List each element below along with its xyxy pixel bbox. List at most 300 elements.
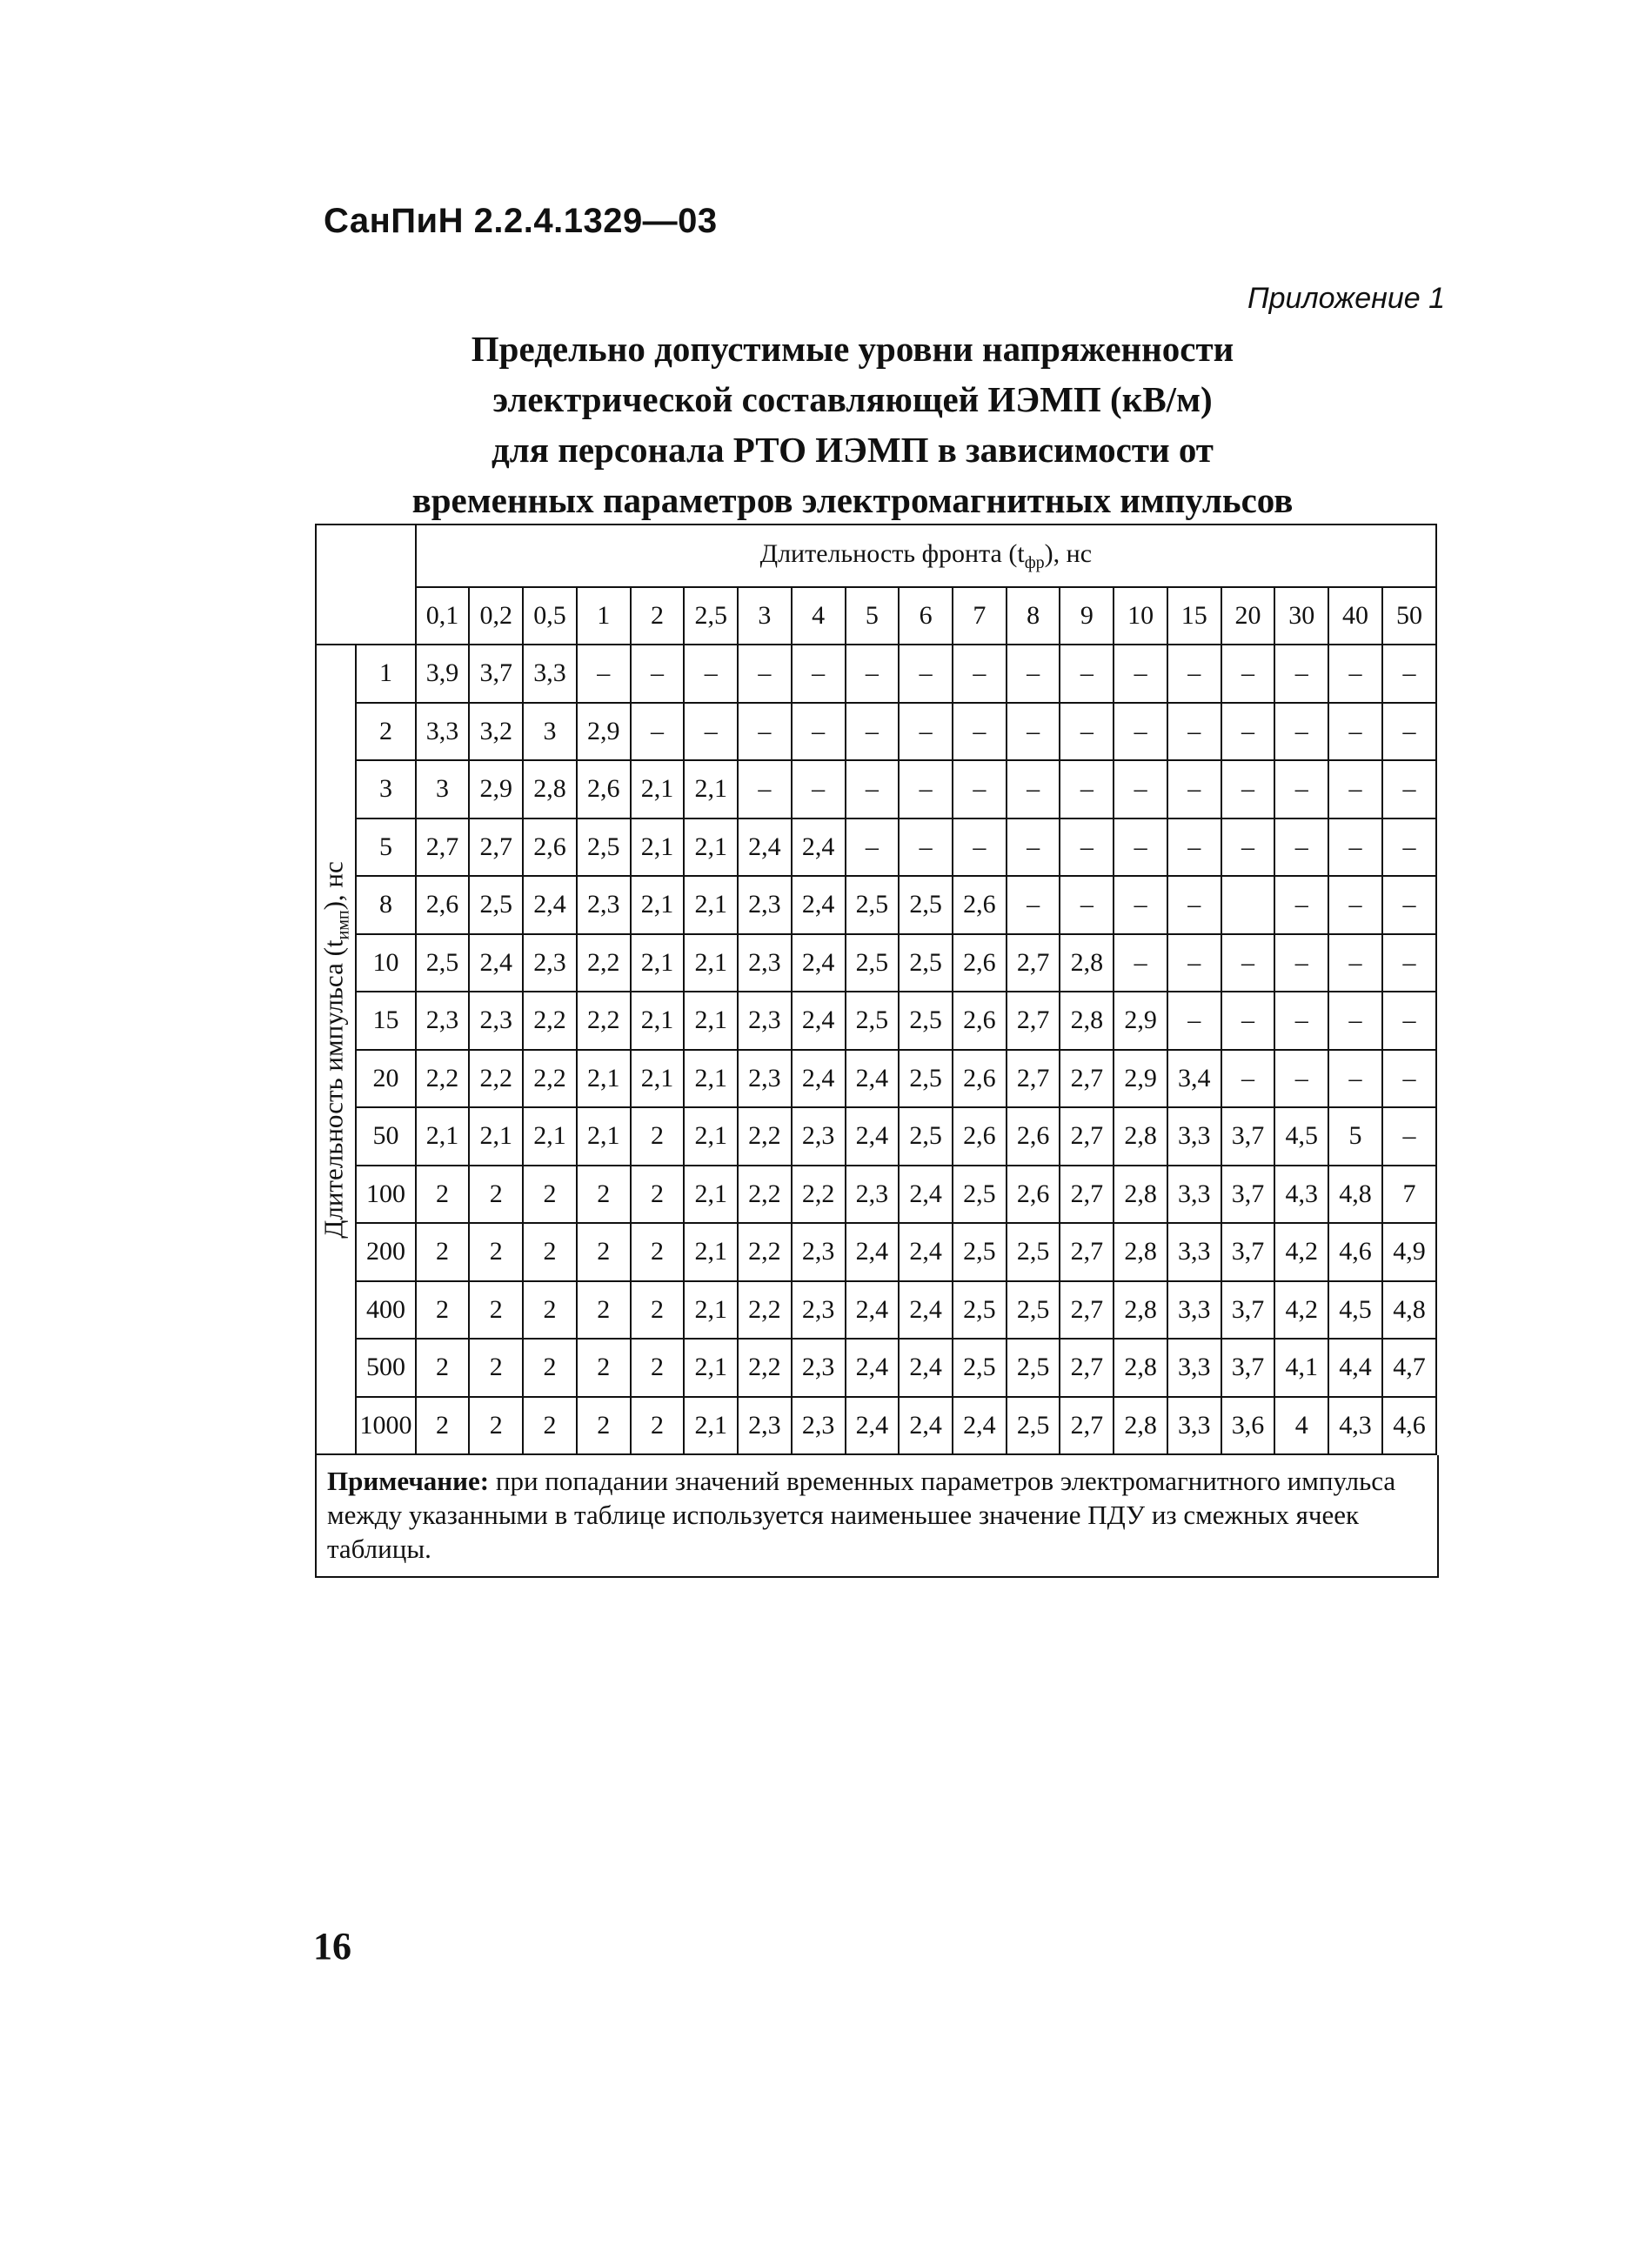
column-group-unit: ), нс xyxy=(1044,538,1093,568)
table-cell: 3,3 xyxy=(1167,1166,1221,1224)
table-cell: 2,8 xyxy=(1114,1281,1167,1340)
table-cell: 4,1 xyxy=(1274,1339,1328,1397)
column-header-cell: 9 xyxy=(1060,587,1114,645)
table-cell: – xyxy=(1114,703,1167,761)
table-cell: – xyxy=(1328,645,1382,703)
row-label-cell: 100 xyxy=(356,1166,415,1224)
table-cell: 2,4 xyxy=(846,1223,900,1281)
table-cell: 2,1 xyxy=(684,1107,738,1166)
table-cell: 5 xyxy=(1328,1107,1382,1166)
column-header-cell: 15 xyxy=(1167,587,1221,645)
table-cell: 4 xyxy=(1274,1397,1328,1455)
table-cell: 2,3 xyxy=(738,1397,792,1455)
table-cell: – xyxy=(1060,876,1114,934)
table-cell: 2,4 xyxy=(846,1050,900,1108)
row-label-cell: 10 xyxy=(356,934,415,992)
table-cell: 2 xyxy=(631,1223,685,1281)
table-cell: 2,1 xyxy=(631,818,685,877)
column-header-cell: 7 xyxy=(953,587,1007,645)
table-cell: – xyxy=(1328,1050,1382,1108)
table-cell: 4,9 xyxy=(1382,1223,1436,1281)
table-row xyxy=(316,703,1436,761)
table-cell: 4,3 xyxy=(1328,1397,1382,1455)
table-cell: – xyxy=(1007,703,1060,761)
table-cell: 2,8 xyxy=(1114,1339,1167,1397)
limits-table-wrapper xyxy=(315,524,1437,1578)
table-cell: 2 xyxy=(523,1166,577,1224)
table-cell: 2,2 xyxy=(577,992,631,1050)
table-cell: 4,6 xyxy=(1328,1223,1382,1281)
table-cell: – xyxy=(1221,760,1275,818)
table-cell: 2 xyxy=(631,1397,685,1455)
table-cell: 2,3 xyxy=(577,876,631,934)
table-cell: – xyxy=(953,818,1007,877)
table-cell: – xyxy=(738,703,792,761)
table-body xyxy=(316,525,1436,1454)
table-cell: 2,4 xyxy=(792,818,846,877)
table-cell: 2,2 xyxy=(738,1107,792,1166)
table-cell: 2,4 xyxy=(899,1281,953,1340)
table-cell: 2,6 xyxy=(577,760,631,818)
row-label-cell: 15 xyxy=(356,992,415,1050)
table-cell: – xyxy=(1382,934,1436,992)
table-row xyxy=(316,1281,1436,1340)
table-cell: – xyxy=(1114,760,1167,818)
table-cell: 2,2 xyxy=(523,992,577,1050)
table-cell: 4,4 xyxy=(1328,1339,1382,1397)
table-cell: 2,6 xyxy=(953,934,1007,992)
column-header-cell: 8 xyxy=(1007,587,1060,645)
table-cell: – xyxy=(1167,645,1221,703)
table-cell: 2,7 xyxy=(1007,1050,1060,1108)
table-cell: 2 xyxy=(469,1166,523,1224)
table-cell: 2,1 xyxy=(577,1050,631,1108)
table-cell: 3,2 xyxy=(469,703,523,761)
table-cell: 2,1 xyxy=(684,1223,738,1281)
table-cell: – xyxy=(1328,876,1382,934)
table-cell: 2,3 xyxy=(738,1050,792,1108)
column-group-header-row xyxy=(316,525,1436,587)
table-cell: – xyxy=(1382,1050,1436,1108)
table-cell: 2,2 xyxy=(416,1050,470,1108)
table-cell: 2,3 xyxy=(792,1339,846,1397)
table-cell: 2,9 xyxy=(1114,1050,1167,1108)
table-cell: – xyxy=(1274,760,1328,818)
table-cell: 2,7 xyxy=(1060,1339,1114,1397)
table-cell: 2 xyxy=(469,1339,523,1397)
table-cell: 2,5 xyxy=(469,876,523,934)
table-cell: 3,3 xyxy=(1167,1281,1221,1340)
row-label-cell: 1000 xyxy=(356,1397,415,1455)
table-cell: 2,7 xyxy=(1060,1281,1114,1340)
table-cell: 2,1 xyxy=(684,760,738,818)
table-row xyxy=(316,760,1436,818)
column-header-cell: 40 xyxy=(1328,587,1382,645)
table-cell: 4,8 xyxy=(1328,1166,1382,1224)
table-cell: – xyxy=(1167,818,1221,877)
table-cell: 2,2 xyxy=(738,1166,792,1224)
table-cell: 2,2 xyxy=(738,1339,792,1397)
table-cell: – xyxy=(684,703,738,761)
table-cell: 2,6 xyxy=(416,876,470,934)
table-cell: – xyxy=(631,703,685,761)
table-cell: – xyxy=(1221,703,1275,761)
table-cell: – xyxy=(953,645,1007,703)
table-cell: 2,5 xyxy=(899,1050,953,1108)
table-cell: 2,2 xyxy=(738,1223,792,1281)
table-cell: – xyxy=(1328,703,1382,761)
table-cell: 2,1 xyxy=(684,1281,738,1340)
table-cell: 2,7 xyxy=(1060,1107,1114,1166)
column-header-cell: 3 xyxy=(738,587,792,645)
limits-table xyxy=(315,524,1437,1455)
table-cell: 2 xyxy=(631,1107,685,1166)
table-cell: – xyxy=(899,818,953,877)
table-cell: 2 xyxy=(416,1281,470,1340)
table-row xyxy=(316,876,1436,934)
table-cell: 2,7 xyxy=(1007,992,1060,1050)
row-group-label-text: Длительность импульса (t xyxy=(318,939,349,1239)
table-cell: 3,3 xyxy=(1167,1223,1221,1281)
table-cell: 2,6 xyxy=(523,818,577,877)
table-cell: 2,4 xyxy=(792,1050,846,1108)
table-cell: 3,7 xyxy=(1221,1339,1275,1397)
column-header-cell: 5 xyxy=(846,587,900,645)
table-cell: 4,2 xyxy=(1274,1281,1328,1340)
table-cell: 2,5 xyxy=(953,1166,1007,1224)
table-cell: 2,7 xyxy=(1060,1397,1114,1455)
table-row xyxy=(316,1339,1436,1397)
table-cell: 2,5 xyxy=(953,1339,1007,1397)
column-header-row xyxy=(316,587,1436,645)
table-cell: – xyxy=(953,703,1007,761)
row-label-cell: 20 xyxy=(356,1050,415,1108)
table-cell: – xyxy=(846,703,900,761)
table-cell: 2,2 xyxy=(577,934,631,992)
row-label-cell: 50 xyxy=(356,1107,415,1166)
table-cell: 2,5 xyxy=(416,934,470,992)
table-cell: – xyxy=(1382,876,1436,934)
table-cell: – xyxy=(684,645,738,703)
table-row xyxy=(316,645,1436,703)
table-cell: 2,5 xyxy=(1007,1281,1060,1340)
column-header-cell: 30 xyxy=(1274,587,1328,645)
column-header-cell: 2,5 xyxy=(684,587,738,645)
table-cell: 3,7 xyxy=(469,645,523,703)
row-label-cell: 2 xyxy=(356,703,415,761)
table-cell: 2,5 xyxy=(953,1281,1007,1340)
table-cell: – xyxy=(1221,1050,1275,1108)
row-label-cell: 1 xyxy=(356,645,415,703)
column-header-cell: 1 xyxy=(577,587,631,645)
table-cell: 2,2 xyxy=(738,1281,792,1340)
table-cell: 2 xyxy=(469,1223,523,1281)
table-cell: 2 xyxy=(523,1339,577,1397)
title-line: электрической составляющей ИЭМП (кВ/м) xyxy=(492,379,1213,419)
table-note xyxy=(315,1455,1439,1578)
table-cell: 3,7 xyxy=(1221,1223,1275,1281)
row-group-subscript: имп xyxy=(333,909,353,939)
row-label-cell: 8 xyxy=(356,876,415,934)
table-cell: 2,1 xyxy=(631,1050,685,1108)
table-cell: – xyxy=(1328,934,1382,992)
table-cell: 3,7 xyxy=(1221,1166,1275,1224)
table-cell: 2 xyxy=(631,1166,685,1224)
table-cell: 2,4 xyxy=(469,934,523,992)
row-label-cell: 400 xyxy=(356,1281,415,1340)
table-cell: – xyxy=(1274,1050,1328,1108)
table-cell: – xyxy=(738,760,792,818)
table-cell: 2,4 xyxy=(792,876,846,934)
column-header-cell: 0,5 xyxy=(523,587,577,645)
table-cell: – xyxy=(1382,645,1436,703)
table-cell: 2,7 xyxy=(416,818,470,877)
table-cell: – xyxy=(1221,934,1275,992)
column-header-cell: 20 xyxy=(1221,587,1275,645)
table-cell: 3,3 xyxy=(523,645,577,703)
table-cell: – xyxy=(792,645,846,703)
table-cell: 2,4 xyxy=(846,1281,900,1340)
table-cell: 2 xyxy=(416,1166,470,1224)
row-group-unit: ), нс xyxy=(318,860,349,910)
table-cell: 3,9 xyxy=(416,645,470,703)
table-cell: 2,1 xyxy=(631,992,685,1050)
table-cell: – xyxy=(1167,992,1221,1050)
table-cell: – xyxy=(1167,760,1221,818)
table-cell: – xyxy=(846,760,900,818)
table-cell: 2,3 xyxy=(792,1223,846,1281)
table-row xyxy=(316,818,1436,877)
table-cell: 2,8 xyxy=(1060,934,1114,992)
table-cell: 2,9 xyxy=(577,703,631,761)
table-cell: – xyxy=(1274,645,1328,703)
table-cell: 2,1 xyxy=(416,1107,470,1166)
table-cell: 3,6 xyxy=(1221,1397,1275,1455)
table-cell: – xyxy=(1221,818,1275,877)
table-cell: – xyxy=(1382,818,1436,877)
table-cell: – xyxy=(1382,992,1436,1050)
table-row xyxy=(316,934,1436,992)
table-cell: 3,3 xyxy=(1167,1107,1221,1166)
table-cell: 2,1 xyxy=(631,876,685,934)
table-cell: – xyxy=(1167,934,1221,992)
table-cell: – xyxy=(1328,818,1382,877)
table-cell: 2,8 xyxy=(1060,992,1114,1050)
table-cell: 2 xyxy=(416,1397,470,1455)
table-cell: 3,7 xyxy=(1221,1281,1275,1340)
table-cell: 2,8 xyxy=(1114,1223,1167,1281)
table-cell: 2,1 xyxy=(577,1107,631,1166)
table-cell: – xyxy=(1274,992,1328,1050)
table-cell: – xyxy=(1221,992,1275,1050)
table-cell: 2,5 xyxy=(899,1107,953,1166)
table-cell: 2 xyxy=(523,1223,577,1281)
table-cell: 2,1 xyxy=(684,1166,738,1224)
table-cell: 2,1 xyxy=(684,1050,738,1108)
table-cell: – xyxy=(1114,818,1167,877)
table-cell: – xyxy=(1060,760,1114,818)
row-group-label xyxy=(318,861,354,1239)
table-cell: 2,8 xyxy=(1114,1107,1167,1166)
table-cell: 2 xyxy=(523,1281,577,1340)
table-cell: – xyxy=(1328,760,1382,818)
table-cell: – xyxy=(1274,818,1328,877)
table-cell: 2,1 xyxy=(631,760,685,818)
table-row xyxy=(316,992,1436,1050)
table-cell: 2,7 xyxy=(1060,1166,1114,1224)
table-cell: – xyxy=(1221,645,1275,703)
table-cell: 3,7 xyxy=(1221,1107,1275,1166)
table-row xyxy=(316,1223,1436,1281)
table-cell: 2,1 xyxy=(631,934,685,992)
column-group-header xyxy=(416,525,1436,587)
table-cell: 2,3 xyxy=(738,992,792,1050)
table-cell: 3,4 xyxy=(1167,1050,1221,1108)
row-group-header xyxy=(316,645,356,1454)
table-cell: – xyxy=(1382,760,1436,818)
table-cell: 4,5 xyxy=(1328,1281,1382,1340)
table-cell: – xyxy=(899,645,953,703)
table-cell: 2,1 xyxy=(684,934,738,992)
table-cell: – xyxy=(792,760,846,818)
table-cell: 2,3 xyxy=(416,992,470,1050)
table-cell: 2,5 xyxy=(577,818,631,877)
table-cell: 2,6 xyxy=(1007,1166,1060,1224)
table-cell: 2,5 xyxy=(1007,1223,1060,1281)
table-cell: 2 xyxy=(577,1397,631,1455)
table-row xyxy=(316,1107,1436,1166)
table-cell: 2,2 xyxy=(523,1050,577,1108)
note-text: при попадании значений временных параметров электромагнитного импульса между указанными в таблице используется наименьшее значение ПДУ из смежных ячеек таблицы. xyxy=(327,1466,1396,1564)
document-title xyxy=(348,324,1357,525)
table-cell: 2,7 xyxy=(1060,1223,1114,1281)
table-cell: 2,1 xyxy=(523,1107,577,1166)
column-header-cell: 2 xyxy=(631,587,685,645)
table-cell: – xyxy=(1007,876,1060,934)
table-cell: 2,5 xyxy=(899,934,953,992)
table-cell: 2,4 xyxy=(738,818,792,877)
title-line: для персонала РТО ИЭМП в зависимости от xyxy=(492,430,1214,470)
column-header-cell: 50 xyxy=(1382,587,1436,645)
table-cell: – xyxy=(1382,703,1436,761)
table-cell: 2,4 xyxy=(899,1339,953,1397)
table-cell: – xyxy=(953,760,1007,818)
table-cell: 4,5 xyxy=(1274,1107,1328,1166)
table-cell: 3 xyxy=(416,760,470,818)
table-cell: 2,4 xyxy=(792,992,846,1050)
table-cell: – xyxy=(1167,876,1221,934)
table-cell: 4,3 xyxy=(1274,1166,1328,1224)
table-cell: 2,9 xyxy=(469,760,523,818)
table-cell: 2,3 xyxy=(792,1281,846,1340)
table-cell: 2 xyxy=(577,1166,631,1224)
table-cell: 2,1 xyxy=(684,1397,738,1455)
table-cell: 2,6 xyxy=(953,992,1007,1050)
column-header-cell: 0,2 xyxy=(469,587,523,645)
title-line: Предельно допустимые уровни напряженности xyxy=(471,329,1234,369)
table-cell: 2,2 xyxy=(792,1166,846,1224)
column-header-cell: 4 xyxy=(792,587,846,645)
table-cell: 2,6 xyxy=(953,1107,1007,1166)
table-cell: – xyxy=(1007,645,1060,703)
column-header-cell: 6 xyxy=(899,587,953,645)
table-cell: 2 xyxy=(577,1339,631,1397)
table-row xyxy=(316,1050,1436,1108)
table-cell: – xyxy=(899,760,953,818)
table-cell: – xyxy=(1167,703,1221,761)
table-cell: – xyxy=(1114,934,1167,992)
row-label-cell: 5 xyxy=(356,818,415,877)
table-cell: 4,7 xyxy=(1382,1339,1436,1397)
appendix-label: Приложение 1 xyxy=(1247,282,1445,315)
table-cell: 2,8 xyxy=(1114,1166,1167,1224)
table-cell: 3,3 xyxy=(1167,1397,1221,1455)
table-cell: – xyxy=(792,703,846,761)
table-cell: 2,1 xyxy=(684,818,738,877)
document-code: СанПиН 2.2.4.1329—03 xyxy=(324,202,718,240)
table-cell: 2 xyxy=(577,1281,631,1340)
table-cell: 2,3 xyxy=(792,1397,846,1455)
table-cell: 2,4 xyxy=(899,1397,953,1455)
table-cell: 2,4 xyxy=(846,1397,900,1455)
column-header-cell: 0,1 xyxy=(416,587,470,645)
table-cell: 2,6 xyxy=(1007,1107,1060,1166)
table-cell: 2,5 xyxy=(899,876,953,934)
table-cell: – xyxy=(1114,645,1167,703)
table-cell: – xyxy=(1060,645,1114,703)
table-cell: 2,4 xyxy=(523,876,577,934)
table-cell: 2,7 xyxy=(469,818,523,877)
table-row xyxy=(316,1397,1436,1455)
table-cell: – xyxy=(631,645,685,703)
table-cell: 4,2 xyxy=(1274,1223,1328,1281)
table-cell: – xyxy=(1007,760,1060,818)
table-cell: 7 xyxy=(1382,1166,1436,1224)
table-cell: 2,4 xyxy=(792,934,846,992)
note-label: Примечание: xyxy=(327,1466,490,1496)
table-cell: 2,8 xyxy=(523,760,577,818)
row-label-cell: 3 xyxy=(356,760,415,818)
table-cell: – xyxy=(1328,992,1382,1050)
table-cell: 2,5 xyxy=(846,934,900,992)
table-cell: 2 xyxy=(469,1397,523,1455)
table-cell: 2,5 xyxy=(1007,1339,1060,1397)
table-cell: 4,8 xyxy=(1382,1281,1436,1340)
table-cell: 2,1 xyxy=(684,1339,738,1397)
table-cell: 2,6 xyxy=(953,1050,1007,1108)
table-cell: 3,3 xyxy=(1167,1339,1221,1397)
table-cell: 2,5 xyxy=(1007,1397,1060,1455)
table-cell: 3,3 xyxy=(416,703,470,761)
table-cell: 2,2 xyxy=(469,1050,523,1108)
table-cell: 2,4 xyxy=(953,1397,1007,1455)
table-cell: 2,3 xyxy=(738,934,792,992)
table-cell: 2,6 xyxy=(953,876,1007,934)
table-cell: 2,4 xyxy=(846,1107,900,1166)
table-cell: 2,3 xyxy=(846,1166,900,1224)
table-cell: – xyxy=(899,703,953,761)
title-line: временных параметров электромагнитных импульсов xyxy=(411,480,1294,520)
table-cell xyxy=(1221,876,1275,934)
table-cell: 2,5 xyxy=(846,876,900,934)
table-cell: 2 xyxy=(416,1223,470,1281)
row-label-cell: 200 xyxy=(356,1223,415,1281)
table-cell: – xyxy=(1274,876,1328,934)
table-cell: – xyxy=(738,645,792,703)
table-cell: – xyxy=(1382,1107,1436,1166)
table-cell: 2,1 xyxy=(469,1107,523,1166)
table-cell: – xyxy=(1114,876,1167,934)
